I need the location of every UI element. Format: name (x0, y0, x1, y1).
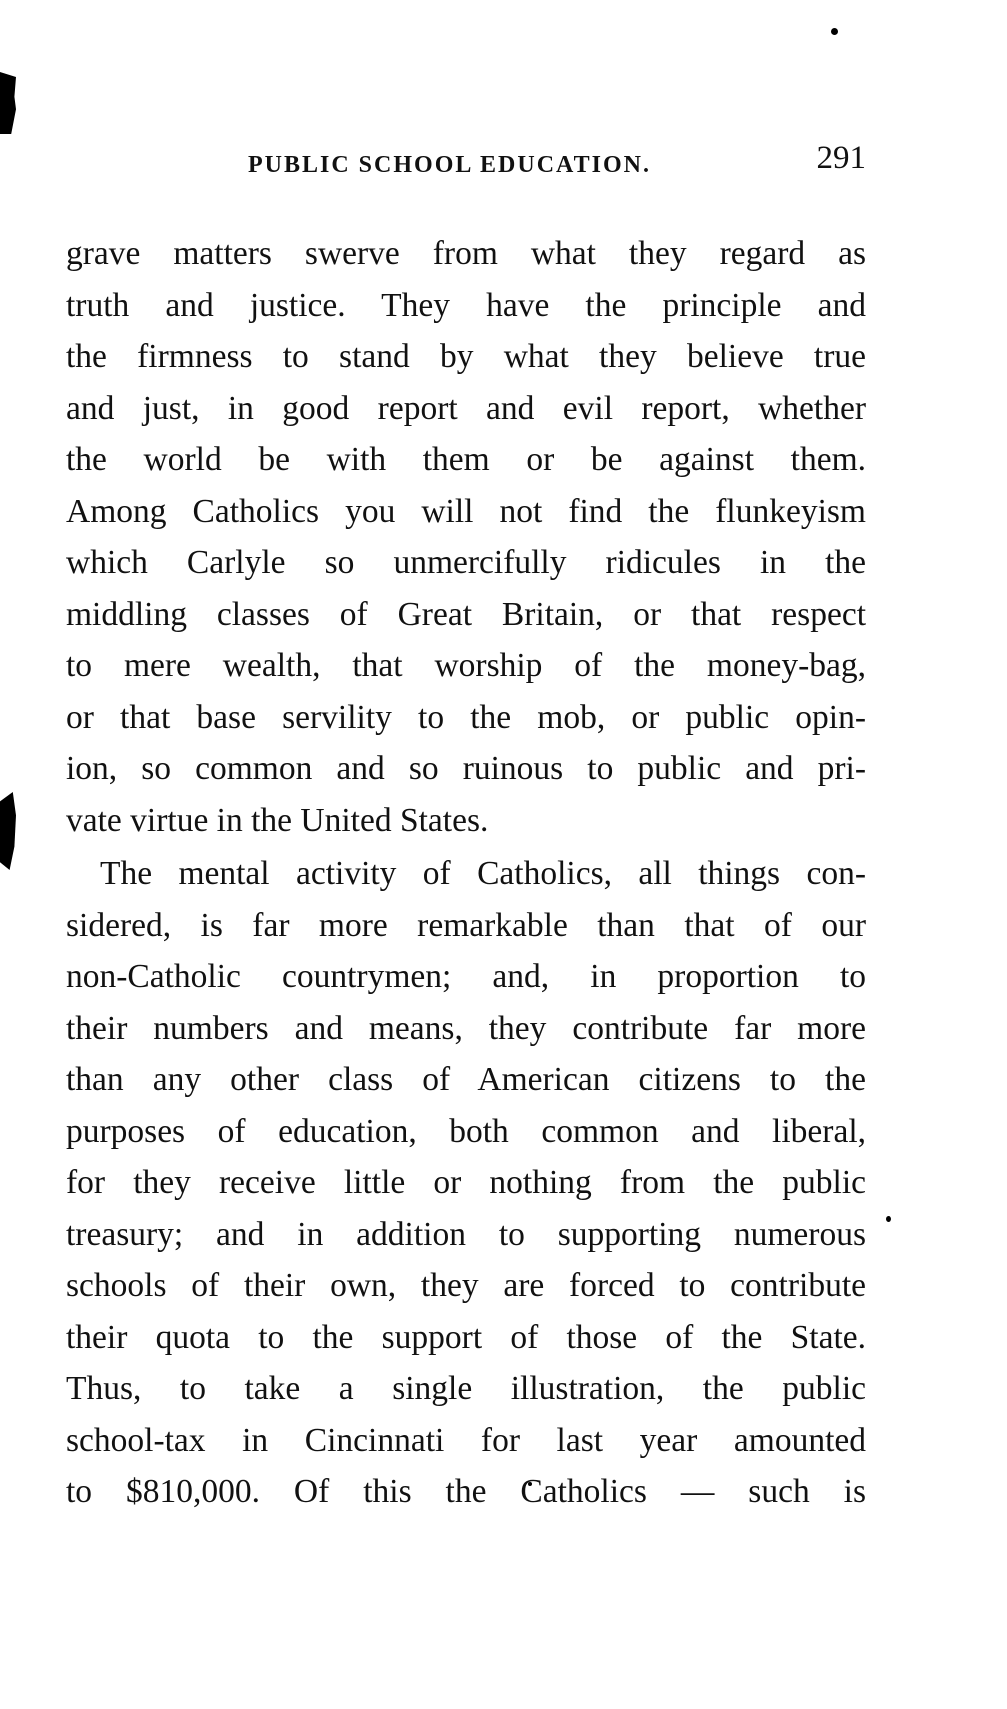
text-line: to $810,000. Of this the Catholics — such is (66, 1473, 866, 1510)
text-line: purposes of education, both common and liberal, (66, 1112, 866, 1150)
text-line: which Carlyle so unmercifully ridicules in the (66, 544, 866, 581)
text-line: the firmness to stand by what they believe true (66, 338, 866, 375)
text-line: their numbers and means, they contribute far more (66, 1009, 866, 1047)
text-line: school-tax in Cincinnati for last year amounted (66, 1421, 866, 1459)
text-line: and just, in good report and evil report, whether (66, 389, 866, 427)
text-line: sidered, is far more remarkable than that of our (66, 906, 866, 944)
text-line: or that base servility to the mob, or public opin- (66, 698, 866, 736)
page-header (66, 140, 866, 184)
text-line: truth and justice. They have the principle and (66, 286, 866, 324)
text-line: the world be with them or be against them. (66, 441, 866, 478)
page-number: 291 (816, 140, 866, 176)
text-line: Thus, to take a single illustration, the public (66, 1370, 866, 1407)
body-text (66, 228, 866, 1518)
scan-speck (886, 1216, 891, 1222)
text-line: their quota to the support of those of the State. (66, 1318, 866, 1356)
running-head: PUBLIC SCHOOL EDUCATION. (248, 152, 651, 178)
text-line: for they receive little or nothing from the public (66, 1164, 866, 1201)
text-line: non-Catholic countrymen; and, in proportion to (66, 958, 866, 995)
paragraph (66, 228, 866, 846)
text-line: Among Catholics you will not find the flunkeyism (66, 492, 866, 530)
text-line: to mere wealth, that worship of the money-bag, (66, 647, 866, 684)
scan-mark (0, 72, 16, 134)
text-line: middling classes of Great Britain, or that respect (66, 595, 866, 633)
text-line: The mental activity of Catholics, all things con- (100, 855, 866, 892)
text-line: grave matters swerve from what they regard as (66, 235, 866, 272)
text-line: treasury; and in addition to supporting numerous (66, 1215, 866, 1253)
text-line: than any other class of American citizens to the (66, 1061, 866, 1098)
scan-mark (0, 792, 16, 870)
paragraph (66, 848, 866, 1518)
text-line: vate virtue in the United States. (66, 801, 489, 839)
scan-speck (831, 28, 838, 35)
text-line: schools of their own, they are forced to contribute (66, 1267, 866, 1304)
text-line: ion, so common and so ruinous to public and pri- (66, 750, 866, 787)
